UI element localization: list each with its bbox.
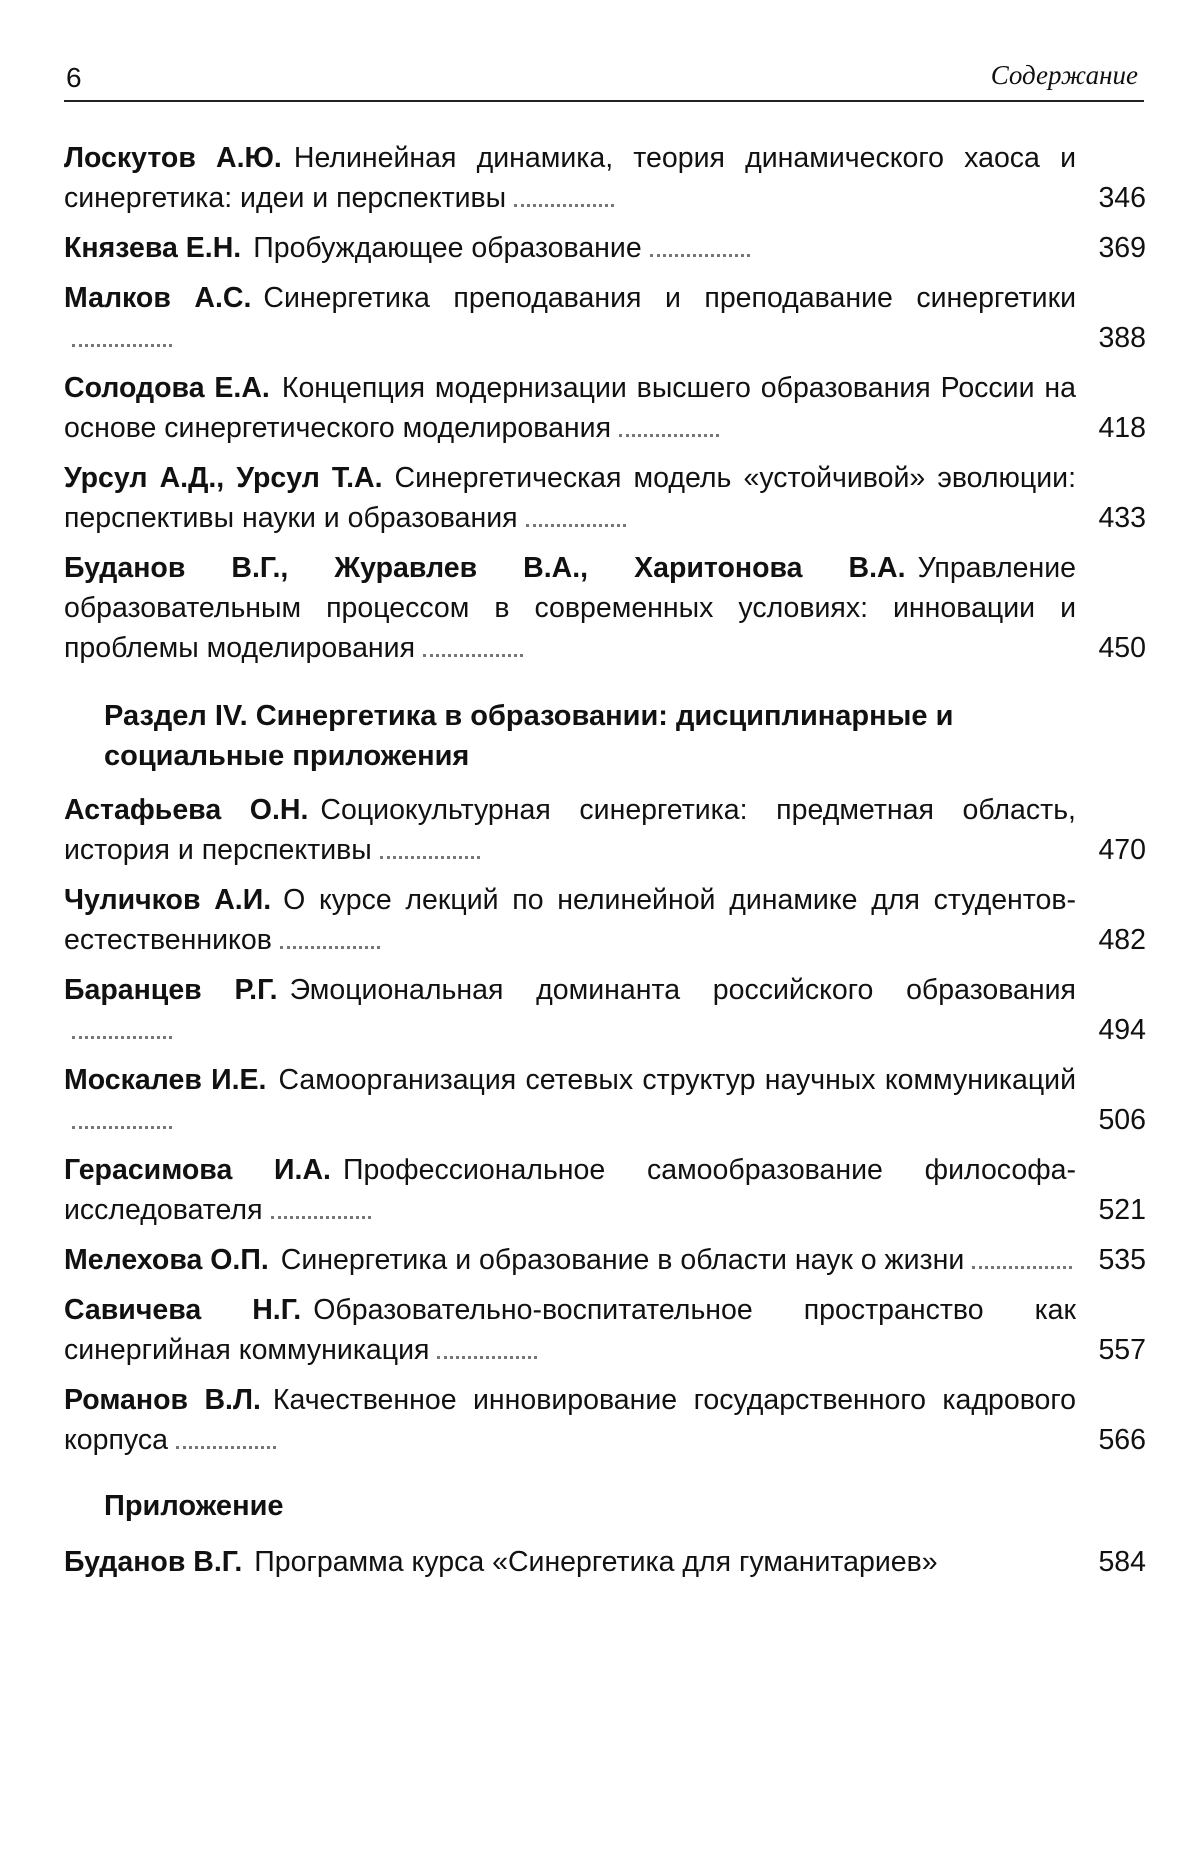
entry-title: Профессиональное самообразование философа-исследователя <box>64 1154 1076 1226</box>
entry-page-number: 433 <box>1098 502 1146 534</box>
dot-leader <box>972 1266 1072 1269</box>
entry-page-number: 557 <box>1098 1334 1146 1366</box>
page-number: 6 <box>66 62 82 93</box>
toc-entry <box>64 970 1146 1050</box>
entry-author: Урсул А.Д., Урсул Т.А. <box>64 462 383 494</box>
toc-entry <box>64 228 1146 268</box>
dot-leader <box>423 654 523 657</box>
entry-title: Синергетика и образование в области наук о жизни <box>280 1244 965 1276</box>
entry-author: Малков А.С. <box>64 282 252 314</box>
entry-author: Мелехова О.П. <box>64 1244 269 1276</box>
toc-entry <box>64 1542 1146 1582</box>
toc-entry <box>64 548 1146 668</box>
entry-title: Концепция модернизации высшего образования России на основе синергетического моделирования <box>64 372 1076 444</box>
dot-leader <box>380 856 480 859</box>
entry-title: Нелинейная динамика, теория динамического хаоса и синергетика: идеи и перспективы <box>64 142 1076 214</box>
toc-entry <box>64 1290 1146 1370</box>
entry-title: Программа курса «Синергетика для гуманитариев» <box>254 1546 938 1578</box>
entry-page-number: 494 <box>1098 1014 1146 1046</box>
dot-leader <box>280 946 380 949</box>
toc-entry <box>64 1240 1146 1280</box>
entry-page-number: 450 <box>1098 632 1146 664</box>
dot-leader <box>72 1036 172 1039</box>
toc-entry <box>64 138 1146 218</box>
section-heading: Раздел IV. Синергетика в образовании: дисциплинарные и социальные приложения <box>104 700 954 772</box>
entry-page-number: 584 <box>1098 1546 1146 1578</box>
dot-leader <box>271 1216 371 1219</box>
entry-author: Москалев И.Е. <box>64 1064 267 1096</box>
entry-page-number: 535 <box>1098 1244 1146 1276</box>
toc-entry <box>64 1380 1146 1460</box>
entry-title: Качественное инновирование государственного кадрового корпуса <box>64 1384 1076 1456</box>
entry-page-number: 346 <box>1098 182 1146 214</box>
entry-page-number: 470 <box>1098 834 1146 866</box>
entry-author: Князева Е.Н. <box>64 232 242 264</box>
dot-leader <box>650 254 750 257</box>
dot-leader <box>72 344 172 347</box>
running-title: Содержание <box>990 60 1138 90</box>
entry-page-number: 418 <box>1098 412 1146 444</box>
entry-author: Баранцев Р.Г. <box>64 974 278 1006</box>
toc-entry <box>64 880 1146 960</box>
entry-title: Эмоциональная доминанта российского образования <box>289 974 1076 1006</box>
entry-page-number: 369 <box>1098 232 1146 264</box>
entry-page-number: 388 <box>1098 322 1146 354</box>
entry-title: Синергетическая модель «устойчивой» эволюции: перспективы науки и образования <box>64 462 1076 534</box>
toc-entry <box>64 368 1146 448</box>
entry-author: Солодова Е.А. <box>64 372 270 404</box>
entry-author: Буданов В.Г., Журавлев В.А., Харитонова В.А. <box>64 552 906 584</box>
dot-leader <box>72 1126 172 1129</box>
entry-title: Пробуждающее образование <box>253 232 642 264</box>
entry-title: Самоорганизация сетевых структур научных коммуникаций <box>278 1064 1076 1096</box>
entry-page-number: 566 <box>1098 1424 1146 1456</box>
toc-entry <box>64 790 1146 870</box>
entry-title: Синергетика преподавания и преподавание синергетики <box>263 282 1076 314</box>
entry-page-number: 482 <box>1098 924 1146 956</box>
entry-author: Лоскутов А.Ю. <box>64 142 282 174</box>
dot-leader <box>526 524 626 527</box>
dot-leader <box>176 1446 276 1449</box>
toc-entry <box>64 1060 1146 1140</box>
entry-title: Социокультурная синергетика: предметная область, история и перспективы <box>64 794 1076 866</box>
entry-author: Романов В.Л. <box>64 1384 261 1416</box>
dot-leader <box>437 1356 537 1359</box>
dot-leader <box>619 434 719 437</box>
entry-author: Астафьева О.Н. <box>64 794 309 826</box>
entry-page-number: 506 <box>1098 1104 1146 1136</box>
toc-entry <box>64 278 1146 358</box>
appendix-heading: Приложение <box>104 1490 284 1522</box>
entry-author: Савичева Н.Г. <box>64 1294 302 1326</box>
entry-page-number: 521 <box>1098 1194 1146 1226</box>
running-header <box>64 58 1144 102</box>
toc-entry <box>64 458 1146 538</box>
toc-entry <box>64 1150 1146 1230</box>
dot-leader <box>514 204 614 207</box>
table-of-contents <box>64 138 1146 1592</box>
entry-author: Герасимова И.А. <box>64 1154 331 1186</box>
entry-title: Образовательно-воспитательное пространство как синергийная коммуникация <box>64 1294 1076 1366</box>
entry-title: О курсе лекций по нелинейной динамике для студентов-естественников <box>64 884 1077 956</box>
entry-author: Чуличков А.И. <box>64 884 272 916</box>
entry-title: Управление образовательным процессом в современных условиях: инновации и проблемы моделирования <box>64 552 1076 664</box>
entry-author: Буданов В.Г. <box>64 1546 243 1578</box>
